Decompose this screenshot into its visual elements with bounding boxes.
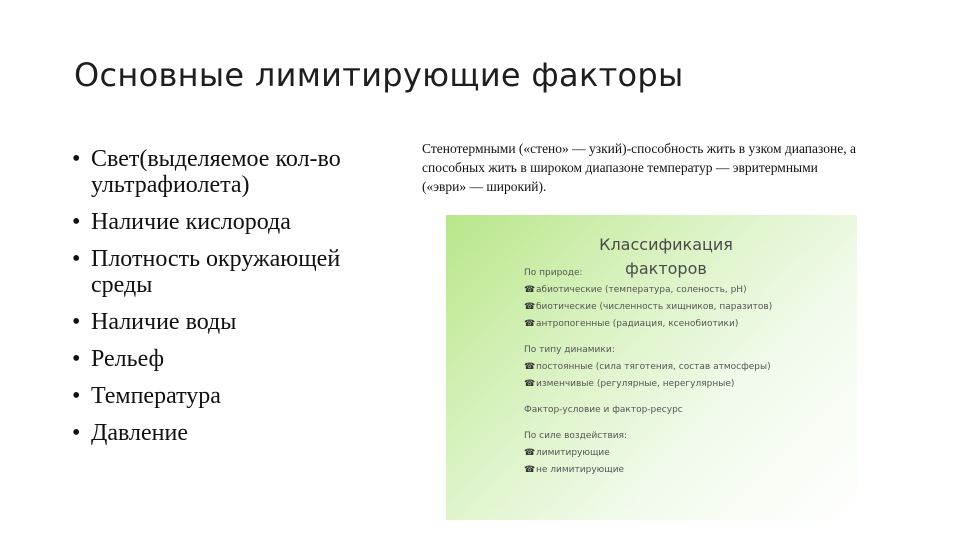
list-item (72, 146, 372, 198)
list-item (72, 346, 372, 372)
list-item-text: Свет(выделяемое кол-во ультрафиолета) (91, 146, 341, 198)
bullet-icon: • (72, 383, 81, 409)
telephone-icon: ☎ (524, 448, 536, 458)
list-item (72, 383, 372, 409)
stenothermal-note: Стенотермными («стено» — узкий)-способность жить в узком диапазоне, а способных жить в широком диапазоне температур — эвритермными («эври» — широкий). (422, 141, 856, 194)
factor-group (524, 428, 772, 479)
bullet-icon: • (72, 209, 81, 235)
factor-group (524, 265, 772, 333)
slide-title: Основные лимитирующие факторы (74, 56, 684, 94)
group-heading: Фактор-условие и фактор-ресурс (524, 405, 683, 415)
card-title-line: Классификация (599, 235, 733, 254)
group-heading: По типу динамики: (524, 345, 615, 355)
group-item (524, 299, 772, 316)
card-body (524, 265, 772, 488)
group-item (524, 359, 772, 376)
group-item-text: антропогенные (радиация, ксенобиотики) (536, 319, 739, 329)
group-item (524, 445, 772, 462)
telephone-icon: ☎ (524, 319, 536, 329)
group-item (524, 376, 772, 393)
list-item-text: Плотность окружающей среды (91, 246, 341, 298)
bullet-icon: • (72, 146, 81, 172)
group-item-text: изменчивые (регулярные, нерегулярные) (536, 379, 735, 389)
list-item (72, 246, 372, 298)
telephone-icon: ☎ (524, 465, 536, 475)
classification-card (446, 215, 857, 520)
factor-list (72, 146, 372, 457)
list-item-text: Наличие воды (91, 309, 237, 335)
group-item (524, 282, 772, 299)
list-item-text: Наличие кислорода (91, 209, 291, 235)
telephone-icon: ☎ (524, 302, 536, 312)
list-item-text: Температура (91, 383, 221, 409)
group-item-text: не лимитирующие (536, 465, 625, 475)
list-item-text: Рельеф (91, 346, 165, 372)
card-title-line: факторов (625, 259, 707, 278)
group-item (524, 462, 772, 479)
group-heading: По силе воздействия: (524, 431, 628, 441)
group-item-text: постоянные (сила тяготения, состав атмосферы) (536, 362, 771, 372)
bullet-icon: • (72, 420, 81, 446)
telephone-icon: ☎ (524, 362, 536, 372)
list-item-text: Давление (91, 420, 189, 446)
bullet-icon: • (72, 346, 81, 372)
group-heading: По природе: (524, 268, 583, 278)
list-item (72, 309, 372, 335)
bullet-icon: • (72, 246, 81, 272)
group-item-text: лимитирующие (536, 448, 610, 458)
group-item (524, 316, 772, 333)
factor-group (524, 342, 772, 393)
bullet-icon: • (72, 309, 81, 335)
list-item (72, 209, 372, 235)
telephone-icon: ☎ (524, 285, 536, 295)
factor-group (524, 402, 772, 419)
telephone-icon: ☎ (524, 379, 536, 389)
group-item-text: биотические (численность хищников, паразитов) (536, 302, 773, 312)
group-item-text: абиотические (температура, соленость, pH) (536, 285, 747, 295)
list-item (72, 420, 372, 446)
